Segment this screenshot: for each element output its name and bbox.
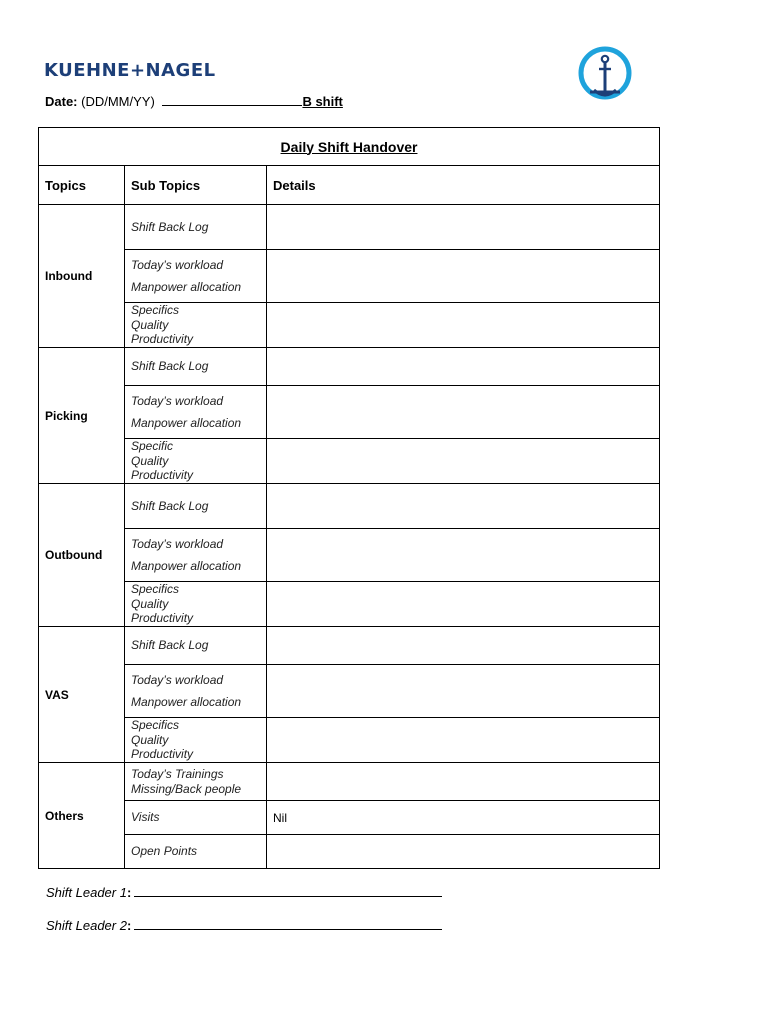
sub-topic-cell	[125, 665, 267, 718]
table-row	[39, 665, 660, 718]
sub-topic-line: Quality	[131, 596, 169, 611]
sub-topic-line: Shift Back Log	[131, 638, 209, 652]
details-cell[interactable]	[267, 529, 660, 582]
sub-topic-line: Specifics	[131, 303, 180, 318]
sub-topic-cell	[125, 627, 267, 665]
column-header-sub-topics: Sub Topics	[125, 166, 267, 205]
topic-cell: Picking	[39, 348, 125, 484]
topic-cell: Others	[39, 763, 125, 869]
shift-leader-1-colon: :	[126, 885, 132, 900]
sub-topic-line: Today’s Trainings	[131, 766, 224, 781]
sub-topic-line: Quality	[131, 453, 169, 468]
sub-topic-line: Specific	[131, 439, 174, 454]
sub-topic-cell	[125, 484, 267, 529]
sub-topic-line: Today’s workload	[131, 394, 224, 408]
sub-topic-line: Manpower allocation	[131, 559, 242, 573]
sub-topic-line: Today’s workload	[131, 258, 224, 272]
sub-topic-line: Open Points	[131, 844, 198, 858]
details-cell[interactable]	[267, 763, 660, 801]
details-cell[interactable]	[267, 835, 660, 869]
sub-topic-line: Shift Back Log	[131, 219, 209, 234]
shift-leader-2-signature-line[interactable]	[134, 917, 442, 930]
table-row	[39, 763, 660, 801]
sub-topic-cell	[125, 718, 267, 763]
details-cell[interactable]	[267, 627, 660, 665]
sub-topic-cell	[125, 386, 267, 439]
sub-topic-line: Shift Back Log	[131, 498, 209, 513]
table-body	[39, 205, 660, 869]
sub-topic-line: Quality	[131, 732, 169, 747]
shift-leader-2-label: Shift Leader 2	[46, 918, 127, 933]
details-cell[interactable]	[267, 250, 660, 303]
sub-topic-line: Manpower allocation	[131, 695, 242, 709]
topic-cell: VAS	[39, 627, 125, 763]
details-cell[interactable]	[267, 582, 660, 627]
table-row	[39, 250, 660, 303]
sub-topic-cell	[125, 582, 267, 627]
shift-leader-2-colon: :	[126, 918, 132, 933]
sub-topic-cell	[125, 303, 267, 348]
details-cell[interactable]	[267, 718, 660, 763]
sub-topic-line: Specifics	[131, 582, 180, 597]
table-row	[39, 386, 660, 439]
table-row	[39, 484, 660, 529]
sub-topic-cell	[125, 835, 267, 869]
sub-topic-cell	[125, 250, 267, 303]
sub-topic-cell	[125, 529, 267, 582]
sub-topic-cell	[125, 439, 267, 484]
column-header-topics: Topics	[39, 166, 125, 205]
sub-topic-cell	[125, 763, 267, 801]
table-title: Daily Shift Handover	[39, 128, 660, 166]
shift-label: B shift	[302, 94, 343, 109]
table-row	[39, 529, 660, 582]
table-row	[39, 303, 660, 348]
table-row	[39, 835, 660, 869]
kuehne-nagel-logo: KUEHNE+NAGEL	[44, 60, 216, 81]
sub-topic-line: Today’s workload	[131, 537, 224, 551]
details-cell[interactable]	[267, 484, 660, 529]
sub-topic-line: Missing/Back people	[131, 781, 242, 796]
table-row	[39, 205, 660, 250]
details-cell[interactable]	[267, 665, 660, 718]
anchor-icon	[576, 44, 634, 102]
shift-leader-2-line	[46, 917, 442, 933]
details-cell[interactable]	[267, 386, 660, 439]
sub-topic-line: Productivity	[131, 747, 194, 762]
sub-topic-line: Visits	[131, 810, 160, 824]
details-cell[interactable]	[267, 439, 660, 484]
date-line	[45, 93, 343, 109]
sub-topic-line: Specifics	[131, 718, 180, 733]
sub-topic-line: Manpower allocation	[131, 416, 242, 430]
sub-topic-line: Productivity	[131, 332, 194, 347]
shift-leader-1-signature-line[interactable]	[134, 884, 442, 897]
topic-cell: Outbound	[39, 484, 125, 627]
table-row	[39, 718, 660, 763]
date-label: Date:	[45, 94, 78, 109]
column-header-details: Details	[267, 166, 660, 205]
shift-leader-1-line	[46, 884, 442, 900]
sub-topic-line: Quality	[131, 317, 169, 332]
details-cell[interactable]	[267, 348, 660, 386]
details-cell[interactable]	[267, 303, 660, 348]
shift-leader-1-label: Shift Leader 1	[46, 885, 127, 900]
details-cell[interactable]: Nil	[267, 801, 660, 835]
sub-topic-line: Productivity	[131, 468, 194, 483]
details-cell[interactable]	[267, 205, 660, 250]
table-row	[39, 801, 660, 835]
table-row	[39, 348, 660, 386]
sub-topic-line: Productivity	[131, 611, 194, 626]
sub-topic-cell	[125, 348, 267, 386]
handover-table	[38, 127, 660, 869]
sub-topic-line: Today’s workload	[131, 673, 224, 687]
sub-topic-cell	[125, 205, 267, 250]
table-row	[39, 439, 660, 484]
date-format: (DD/MM/YY)	[81, 94, 155, 109]
sub-topic-cell	[125, 801, 267, 835]
sub-topic-line: Manpower allocation	[131, 280, 242, 294]
topic-cell: Inbound	[39, 205, 125, 348]
table-row	[39, 582, 660, 627]
table-row	[39, 627, 660, 665]
sub-topic-line: Shift Back Log	[131, 359, 209, 373]
date-input-line[interactable]	[162, 93, 302, 106]
